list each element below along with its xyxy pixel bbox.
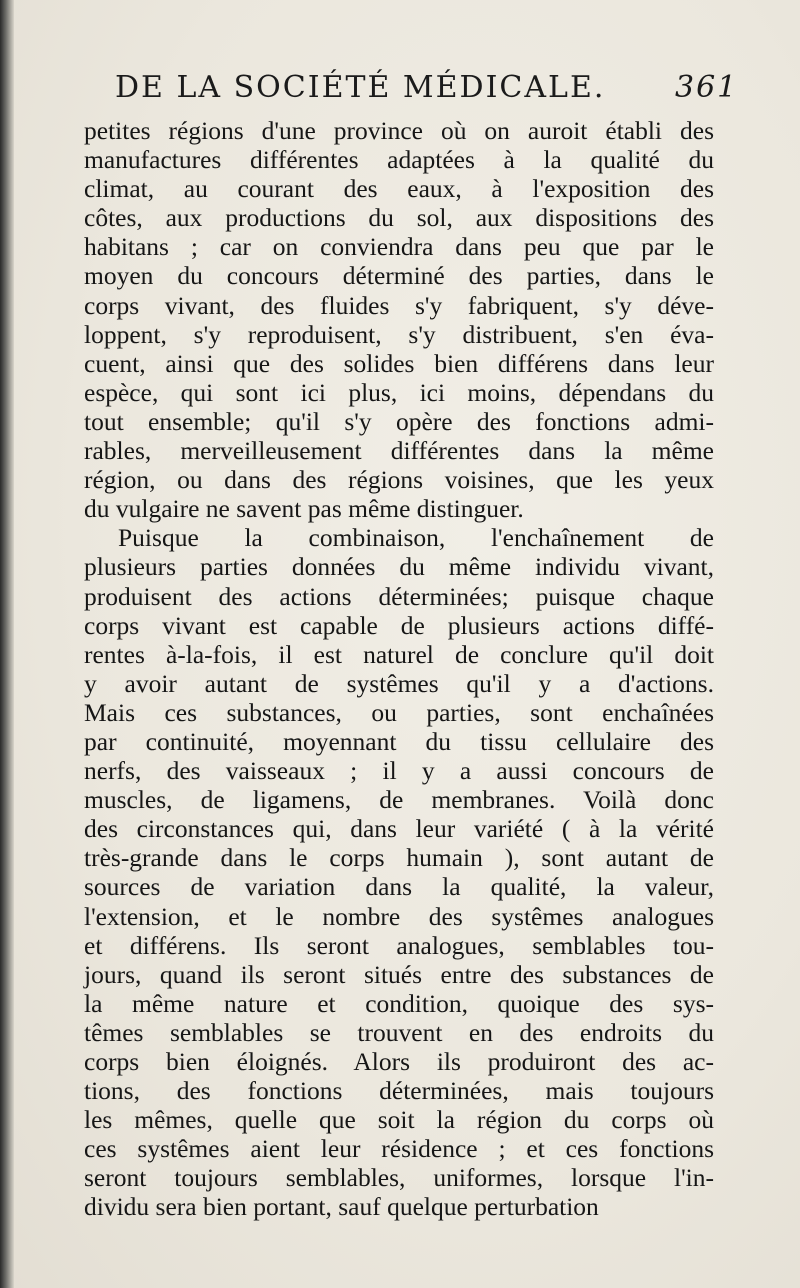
text-line: du vulgaire ne savent pas même distinguer.: [84, 494, 524, 524]
text-line: corps vivant, des fluides s'y fabriquent, s'y déve-: [84, 290, 714, 320]
text-line: cuent, ainsi que des solides bien différens dans leur: [84, 348, 714, 378]
text-line: rentes à-la-fois, il est naturel de conclure qu'il doit: [84, 639, 714, 669]
text-line: la même nature et condition, quoique des sys-: [84, 988, 714, 1018]
text-line: moyen du concours déterminé des parties, dans le: [84, 261, 714, 291]
text-line: tions, des fonctions déterminées, mais toujours: [84, 1076, 714, 1106]
text-line: petites régions d'une province où on auroit établi des: [84, 116, 714, 145]
text-line: jours, quand ils seront situés entre des substances de: [84, 959, 714, 989]
text-line: loppent, s'y reproduisent, s'y distribuent, s'en éva-: [84, 319, 714, 349]
text-line: les mêmes, quelle que soit la région du corps où: [84, 1105, 714, 1135]
text-line: et différens. Ils seront analogues, semblables tou-: [84, 930, 714, 960]
running-head-title: DE LA SOCIÉTÉ MÉDICALE.: [115, 70, 606, 105]
text-line: Mais ces substances, ou parties, sont enchaînées: [84, 697, 714, 727]
text-line: Puisque la combinaison, l'enchaînement de: [118, 523, 714, 553]
text-line: tout ensemble; qu'il s'y opère des fonctions admi-: [84, 406, 714, 436]
page-number: 361: [675, 70, 739, 105]
text-line: sources de variation dans la qualité, la valeur,: [84, 872, 714, 902]
text-line: région, ou dans des régions voisines, que les yeux: [84, 465, 714, 495]
text-line: corps bien éloignés. Alors ils produiront des ac-: [84, 1047, 714, 1076]
text-line: rables, merveilleusement différentes dans la même: [84, 436, 714, 466]
text-line: corps vivant est capable de plusieurs actions diffé-: [84, 610, 714, 640]
text-line: des circonstances qui, dans leur variété ( à la vérité: [84, 814, 714, 844]
text-line: très-grande dans le corps humain ), sont autant de: [84, 843, 714, 873]
text-line: par continuité, moyennant du tissu cellulaire des: [84, 726, 714, 756]
text-line: têmes semblables se trouvent en des endroits du: [84, 1017, 714, 1047]
text-line: côtes, aux productions du sol, aux dispositions des: [84, 203, 714, 233]
running-head: [115, 70, 795, 114]
text-line: plusieurs parties données du même individu vivant,: [84, 552, 714, 582]
text-line: y avoir autant de systêmes qu'il y a d'actions.: [84, 668, 714, 698]
text-line: dividu sera bien portant, sauf quelque perturbation: [84, 1192, 599, 1222]
text-line: produisent des actions déterminées; puisque chaque: [84, 581, 714, 611]
text-line: climat, au courant des eaux, à l'exposition des: [84, 174, 714, 204]
text-line: muscles, de ligamens, de membranes. Voilà donc: [84, 785, 714, 815]
text-line: seront toujours semblables, uniformes, lorsque l'in-: [84, 1163, 714, 1193]
page-gutter-shadow: [0, 0, 14, 1288]
text-line: manufactures différentes adaptées à la qualité du: [84, 145, 714, 175]
text-line: l'extension, et le nombre des systêmes analogues: [84, 901, 714, 931]
text-line: nerfs, des vaisseaux ; il y a aussi concours de: [84, 756, 714, 786]
text-line: ces systêmes aient leur résidence ; et ces fonctions: [84, 1134, 714, 1164]
text-line: espèce, qui sont ici plus, ici moins, dépendans du: [84, 377, 714, 407]
body-text: [84, 116, 714, 1222]
text-line: habitans ; car on conviendra dans peu que par le: [84, 232, 714, 262]
